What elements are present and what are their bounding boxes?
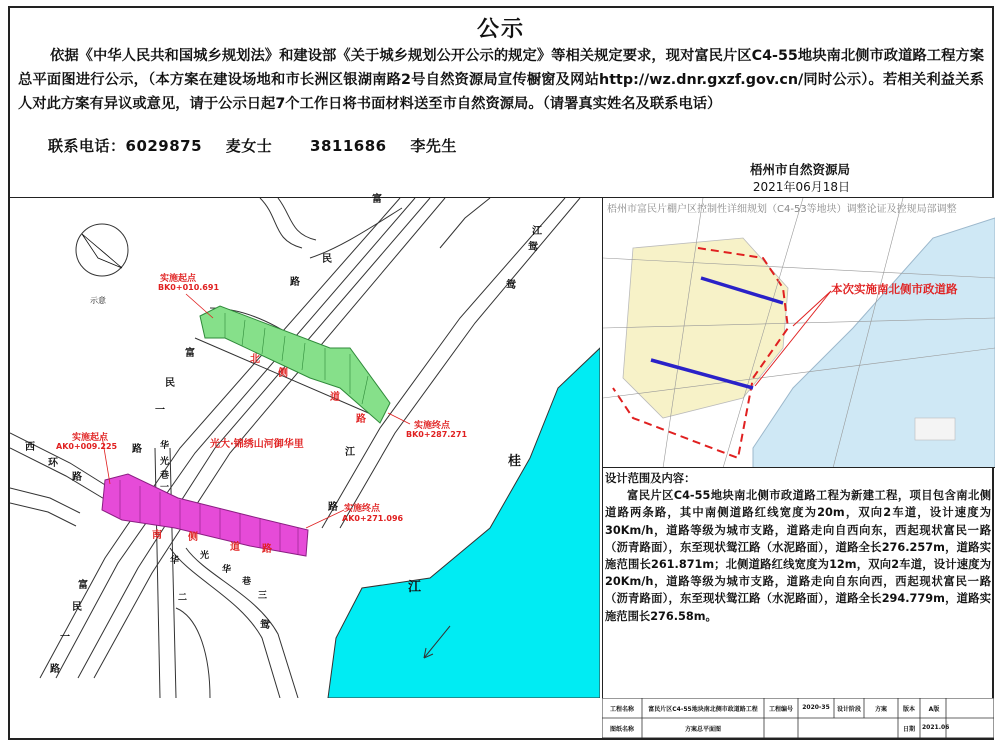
south-road-label: 道 (230, 542, 240, 553)
road-label: 路 (290, 277, 300, 288)
contact-phone-1: 联系电话：6029875 (48, 137, 203, 155)
location-inset-map (603, 198, 995, 468)
end-north-value: BK0+287.271 (406, 430, 468, 439)
drawing-name: 方案总平面图 (684, 726, 721, 733)
version-value: A版 (928, 706, 940, 713)
start-south-title: 实施起点 (72, 433, 109, 443)
development-label: 光大·锦绣山河御华里 (210, 439, 304, 450)
road-label: 江 (532, 226, 542, 237)
alley-label: 光 (160, 457, 170, 467)
south-road-label: 南 (152, 530, 162, 541)
north-road-label: 路 (356, 414, 366, 425)
alley-label: 巷 (242, 577, 252, 587)
road-label: 鸳 (260, 620, 270, 631)
project-name: 富民片区C4-55地块南北侧市政道路工程 (648, 706, 758, 713)
south-road-label: 侧 (188, 532, 198, 543)
notice-body: 依据《中华人民共和国城乡规划法》和建设部《关于城乡规划公开公示的规定》等相关规定要求，现对富民片区C4-55地块南北侧市政道路工程方案总平面图进行公示，（本方案在建设场地和市长洲区银湖南路2号自然资源局宣传橱窗及网站http://wz.dnr.gxzf.gov.cn/同时公示）。若相关利益关系人对此方案有异议或意见，请于公示日起7个工作日将书面材料送至市自然资源局。（请署真实姓名及联系电话） (18, 48, 984, 112)
contact-phone-2: 3811686 (310, 137, 387, 155)
design-scope-heading: 设计范围及内容： (605, 472, 696, 485)
alley-label: 华 (160, 441, 170, 451)
stage-value: 方案 (874, 706, 887, 713)
alley-label: 一 (160, 483, 170, 493)
road-label: 环 (48, 458, 58, 469)
south-road-area (102, 474, 308, 556)
road-label: 鸳 (528, 242, 538, 253)
start-north-title: 实施起点 (160, 274, 197, 284)
end-north-title: 实施终点 (414, 421, 451, 431)
road-label: 富 (185, 348, 195, 359)
river-label: 江 (408, 580, 422, 595)
alley-label: 华 (222, 565, 232, 575)
road-label: 民 (72, 602, 82, 613)
drawing-label: 图纸名称 (609, 726, 634, 733)
notice-section (10, 8, 992, 198)
issuing-org: 梧州市自然资源局 (749, 162, 850, 177)
road-label: 富 (372, 194, 382, 205)
north-road-label: 北 (250, 354, 260, 365)
bottom-margin (10, 698, 602, 738)
north-arrow-icon (76, 224, 128, 276)
north-road-area (200, 306, 390, 423)
design-scope (605, 470, 991, 625)
inset-title: 梧州市富民片棚户区控制性详细规划（C4-53等地块）调整论证及控规局部调整 (607, 204, 957, 215)
road-label: 江 (345, 447, 355, 458)
contact-line (48, 135, 475, 156)
date-value: 2021.06 (922, 724, 950, 731)
design-scope-body: 富民片区C4-55地块南北侧市政道路工程为新建工程，项目包含南北侧道路两条路，其中南侧道路红线宽度为20m，双向2车道，设计速度为30Km/h，道路等级为城市支路，道路走向自西向东，西起现状富民一路（沥青路面），东至现状鸳江路（水泥路面），道路全长276.257m，道路实施范围长261.871m；北侧道路红线宽度为12m，双向2车道，设计速度为20Km/h，道路等级为城市支路，道路走向自东向西，西起现状富民一路（沥青路面），东至现状鸳江路（水泥路面），道路全长294.779m，道路实施范围长276.58m。 (605, 489, 991, 623)
issue-date: 2021年06月18日 (752, 180, 850, 194)
road-label: 路 (72, 472, 82, 483)
river-label: 桂 (508, 454, 522, 469)
road-label: 民 (165, 378, 175, 389)
alley-label: 巷 (160, 471, 170, 481)
stage-label: 设计阶段 (836, 706, 861, 713)
project-label: 工程名称 (609, 706, 634, 713)
site-plan-map (10, 194, 600, 698)
north-road-label: 道 (330, 392, 340, 403)
start-south-value: AK0+009.225 (56, 442, 118, 451)
end-south-value: AK0+271.096 (342, 514, 404, 523)
road-label: 一 (155, 405, 165, 416)
road-label: 路 (328, 502, 338, 513)
notice-title: 公示 (476, 17, 525, 42)
alley-label: 华 (170, 556, 180, 566)
notice-board (8, 6, 994, 740)
title-block (602, 698, 994, 738)
inset-highlight-label: 本次实施南北侧市政道路 (831, 282, 958, 296)
alley-label: 光 (200, 551, 210, 561)
road-label: 一 (60, 632, 70, 643)
north-arrow-label: 示意 (90, 296, 106, 305)
contact-name-1: 麦女士 (225, 137, 273, 155)
version-label: 版本 (902, 706, 915, 713)
no-label: 工程编号 (768, 706, 793, 713)
road-label: 西 (25, 442, 35, 453)
inset-drawing (603, 198, 995, 468)
right-panel (602, 198, 994, 738)
road-label: 民 (322, 254, 332, 265)
no-value: 2020-35 (802, 704, 830, 711)
south-road-label: 路 (262, 544, 272, 555)
road-label: 富 (78, 580, 88, 591)
start-north-value: BK0+010.691 (158, 283, 220, 292)
contact-name-2: 李先生 (410, 137, 457, 155)
road-label: 路 (132, 444, 142, 455)
alley-label: 三 (258, 591, 268, 601)
alley-label: 二 (178, 593, 188, 603)
road-label: 路 (50, 664, 60, 675)
road-label: 鸳 (506, 280, 516, 291)
date-label: 日期 (902, 726, 915, 733)
end-south-title: 实施终点 (344, 504, 381, 514)
north-road-label: 侧 (278, 368, 288, 379)
